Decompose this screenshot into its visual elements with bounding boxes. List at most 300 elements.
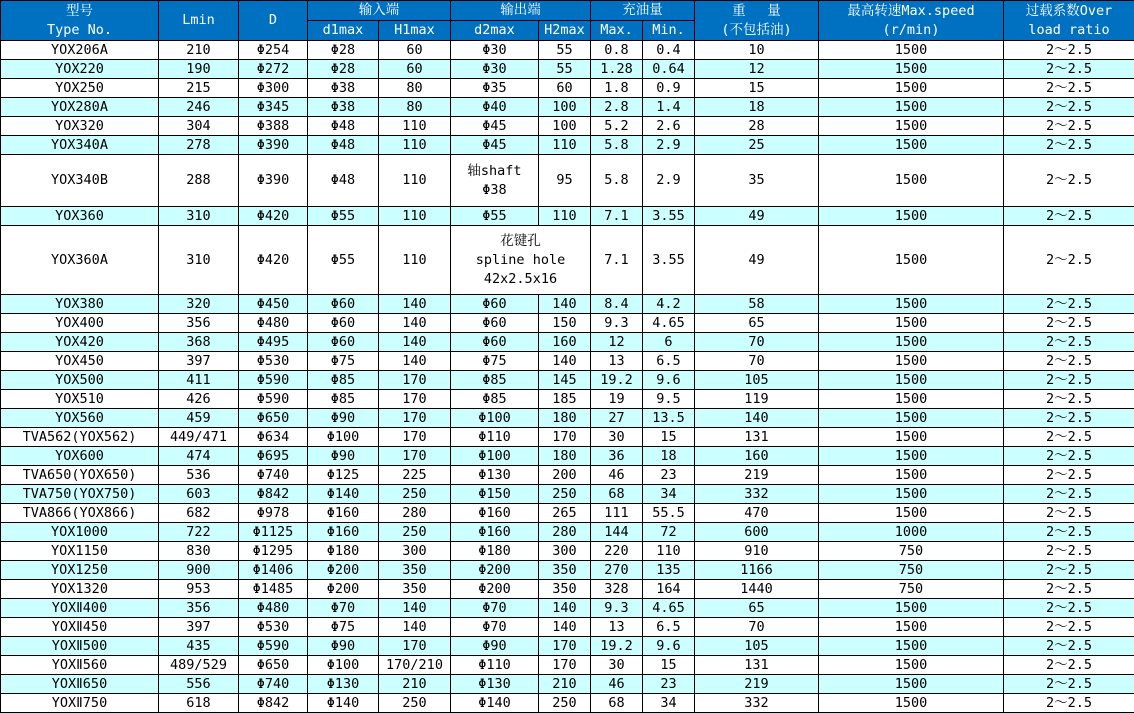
header-d2max: d2max	[451, 21, 539, 41]
lmin-cell: 215	[159, 79, 239, 98]
oil-min-cell: 72	[643, 523, 695, 542]
lmin-cell: 900	[159, 561, 239, 580]
h2max-cell: 350	[539, 561, 591, 580]
weight-cell: 1440	[695, 580, 819, 599]
model-cell: YOX1000	[1, 523, 159, 542]
h2max-cell: 140	[539, 352, 591, 371]
d2max-cell: Φ55	[451, 207, 539, 226]
weight-cell: 600	[695, 523, 819, 542]
h2max-cell: 140	[539, 618, 591, 637]
d1max-cell: Φ90	[308, 447, 379, 466]
d-cell: Φ388	[239, 117, 308, 136]
h2max-cell: 55	[539, 41, 591, 60]
speed-cell: 1500	[819, 60, 1004, 79]
d-cell: Φ695	[239, 447, 308, 466]
h2max-cell: 140	[539, 295, 591, 314]
header-h1max: H1max	[379, 21, 451, 41]
weight-cell: 140	[695, 409, 819, 428]
oil-max-cell: 30	[591, 656, 643, 675]
header-oil-max: Max.	[591, 21, 643, 41]
d2max-cell: Φ70	[451, 599, 539, 618]
h1max-cell: 110	[379, 207, 451, 226]
header-model-cn: 型号	[1, 2, 158, 21]
d2max-cell: Φ40	[451, 98, 539, 117]
table-row	[1, 390, 1134, 409]
d2max-cell: Φ60	[451, 314, 539, 333]
output-spline-line: 42x2.5x16	[451, 270, 590, 289]
d2max-cell: Φ30	[451, 41, 539, 60]
d2max-line: 轴shaft	[451, 162, 538, 181]
d2max-cell: Φ160	[451, 523, 539, 542]
speed-cell: 1500	[819, 428, 1004, 447]
table-row	[1, 599, 1134, 618]
weight-cell: 332	[695, 694, 819, 713]
header-lmin: Lmin	[159, 1, 239, 41]
d-cell: Φ420	[239, 207, 308, 226]
model-cell: TVA650(YOX650)	[1, 466, 159, 485]
speed-cell: 1500	[819, 694, 1004, 713]
model-cell: TVA866(YOX866)	[1, 504, 159, 523]
overload-cell: 2～2.5	[1004, 561, 1134, 580]
overload-cell: 2～2.5	[1004, 390, 1134, 409]
table-row	[1, 155, 1134, 207]
table-row	[1, 226, 1134, 295]
overload-cell: 2～2.5	[1004, 352, 1134, 371]
table-row	[1, 637, 1134, 656]
d2max-cell: Φ200	[451, 580, 539, 599]
header-speed-l1: 最高转速Max.speed	[819, 2, 1003, 21]
table-row	[1, 41, 1134, 60]
header-model	[1, 1, 159, 41]
d-cell: Φ272	[239, 60, 308, 79]
lmin-cell: 426	[159, 390, 239, 409]
overload-cell: 2～2.5	[1004, 314, 1134, 333]
d1max-cell: Φ200	[308, 580, 379, 599]
table-row	[1, 136, 1134, 155]
d1max-cell: Φ140	[308, 485, 379, 504]
oil-min-cell: 164	[643, 580, 695, 599]
table-row	[1, 60, 1134, 79]
d-cell: Φ842	[239, 485, 308, 504]
d-cell: Φ530	[239, 618, 308, 637]
oil-min-cell: 3.55	[643, 207, 695, 226]
h2max-cell: 95	[539, 155, 591, 207]
header-h2max: H2max	[539, 21, 591, 41]
model-cell: TVA562(YOX562)	[1, 428, 159, 447]
d1max-cell: Φ55	[308, 207, 379, 226]
speed-cell: 1500	[819, 226, 1004, 295]
output-spline-line: spline hole	[451, 251, 590, 270]
d2max-cell: Φ130	[451, 675, 539, 694]
lmin-cell: 397	[159, 618, 239, 637]
speed-cell: 1500	[819, 98, 1004, 117]
oil-max-cell: 5.8	[591, 136, 643, 155]
oil-max-cell: 0.8	[591, 41, 643, 60]
d-cell: Φ254	[239, 41, 308, 60]
d-cell: Φ1485	[239, 580, 308, 599]
speed-cell: 1500	[819, 314, 1004, 333]
h1max-cell: 250	[379, 523, 451, 542]
overload-cell: 2～2.5	[1004, 371, 1134, 390]
overload-cell: 2～2.5	[1004, 637, 1134, 656]
oil-min-cell: 9.6	[643, 637, 695, 656]
d1max-cell: Φ200	[308, 561, 379, 580]
oil-max-cell: 144	[591, 523, 643, 542]
h2max-cell: 140	[539, 599, 591, 618]
d-cell: Φ1125	[239, 523, 308, 542]
h1max-cell: 350	[379, 561, 451, 580]
speed-cell: 1500	[819, 41, 1004, 60]
overload-cell: 2～2.5	[1004, 447, 1134, 466]
model-cell: YOX280A	[1, 98, 159, 117]
weight-cell: 49	[695, 207, 819, 226]
lmin-cell: 246	[159, 98, 239, 117]
h2max-cell: 110	[539, 207, 591, 226]
d-cell: Φ420	[239, 226, 308, 295]
weight-cell: 25	[695, 136, 819, 155]
oil-max-cell: 9.3	[591, 599, 643, 618]
weight-cell: 70	[695, 333, 819, 352]
h2max-cell: 280	[539, 523, 591, 542]
oil-max-cell: 5.2	[591, 117, 643, 136]
d2max-cell: Φ130	[451, 466, 539, 485]
d2max-cell: Φ75	[451, 352, 539, 371]
h1max-cell: 140	[379, 599, 451, 618]
overload-cell: 2～2.5	[1004, 656, 1134, 675]
h1max-cell: 60	[379, 41, 451, 60]
weight-cell: 70	[695, 352, 819, 371]
d1max-cell: Φ28	[308, 60, 379, 79]
h1max-cell: 225	[379, 466, 451, 485]
d-cell: Φ590	[239, 371, 308, 390]
oil-min-cell: 0.9	[643, 79, 695, 98]
oil-max-cell: 8.4	[591, 295, 643, 314]
overload-cell: 2～2.5	[1004, 485, 1134, 504]
h1max-cell: 210	[379, 675, 451, 694]
h1max-cell: 110	[379, 117, 451, 136]
oil-max-cell: 328	[591, 580, 643, 599]
model-cell: YOX320	[1, 117, 159, 136]
model-cell: YOX360	[1, 207, 159, 226]
speed-cell: 1500	[819, 371, 1004, 390]
table-row	[1, 371, 1134, 390]
d2max-cell: Φ45	[451, 117, 539, 136]
weight-cell: 65	[695, 599, 819, 618]
table-row	[1, 352, 1134, 371]
header-speed	[819, 1, 1004, 41]
oil-min-cell: 9.6	[643, 371, 695, 390]
table-row	[1, 117, 1134, 136]
oil-max-cell: 1.28	[591, 60, 643, 79]
header-overload-l2: load ratio	[1004, 21, 1134, 40]
oil-max-cell: 9.3	[591, 314, 643, 333]
header-d: D	[239, 1, 308, 41]
lmin-cell: 310	[159, 207, 239, 226]
d2max-cell: Φ100	[451, 409, 539, 428]
model-cell: YOX360A	[1, 226, 159, 295]
table-row	[1, 295, 1134, 314]
lmin-cell: 435	[159, 637, 239, 656]
d-cell: Φ450	[239, 295, 308, 314]
d1max-cell: Φ100	[308, 656, 379, 675]
model-cell: YOXⅡ650	[1, 675, 159, 694]
d1max-cell: Φ28	[308, 41, 379, 60]
weight-cell: 910	[695, 542, 819, 561]
oil-max-cell: 13	[591, 352, 643, 371]
model-cell: YOX206A	[1, 41, 159, 60]
d1max-cell: Φ160	[308, 504, 379, 523]
overload-cell: 2～2.5	[1004, 295, 1134, 314]
lmin-cell: 556	[159, 675, 239, 694]
header-overload-l1: 过载系数Over	[1004, 2, 1134, 21]
d2max-cell: Φ200	[451, 561, 539, 580]
d1max-cell: Φ90	[308, 409, 379, 428]
oil-max-cell: 19.2	[591, 637, 643, 656]
overload-cell: 2～2.5	[1004, 523, 1134, 542]
h1max-cell: 350	[379, 580, 451, 599]
d1max-cell: Φ100	[308, 428, 379, 447]
d-cell: Φ530	[239, 352, 308, 371]
oil-min-cell: 0.64	[643, 60, 695, 79]
table-row	[1, 207, 1134, 226]
d1max-cell: Φ60	[308, 314, 379, 333]
h1max-cell: 170	[379, 637, 451, 656]
weight-cell: 28	[695, 117, 819, 136]
model-cell: YOX400	[1, 314, 159, 333]
speed-cell: 1500	[819, 79, 1004, 98]
speed-cell: 1000	[819, 523, 1004, 542]
d2max-cell: Φ180	[451, 542, 539, 561]
h1max-cell: 170	[379, 428, 451, 447]
oil-max-cell: 68	[591, 485, 643, 504]
lmin-cell: 449/471	[159, 428, 239, 447]
lmin-cell: 320	[159, 295, 239, 314]
lmin-cell: 618	[159, 694, 239, 713]
h2max-cell: 145	[539, 371, 591, 390]
lmin-cell: 603	[159, 485, 239, 504]
h1max-cell: 250	[379, 485, 451, 504]
d1max-cell: Φ70	[308, 599, 379, 618]
d1max-cell: Φ38	[308, 98, 379, 117]
h2max-cell: 170	[539, 637, 591, 656]
oil-min-cell: 6.5	[643, 618, 695, 637]
oil-min-cell: 9.5	[643, 390, 695, 409]
speed-cell: 1500	[819, 618, 1004, 637]
d1max-cell: Φ75	[308, 352, 379, 371]
weight-cell: 160	[695, 447, 819, 466]
table-row	[1, 675, 1134, 694]
overload-cell: 2～2.5	[1004, 155, 1134, 207]
d1max-cell: Φ48	[308, 117, 379, 136]
h1max-cell: 300	[379, 542, 451, 561]
lmin-cell: 288	[159, 155, 239, 207]
h2max-cell: 170	[539, 428, 591, 447]
oil-max-cell: 2.8	[591, 98, 643, 117]
d1max-cell: Φ55	[308, 226, 379, 295]
speed-cell: 1500	[819, 466, 1004, 485]
d2max-cell: Φ85	[451, 371, 539, 390]
overload-cell: 2～2.5	[1004, 675, 1134, 694]
speed-cell: 1500	[819, 155, 1004, 207]
overload-cell: 2～2.5	[1004, 599, 1134, 618]
overload-cell: 2～2.5	[1004, 207, 1134, 226]
oil-min-cell: 15	[643, 656, 695, 675]
header-speed-l2: (r/min)	[819, 21, 1003, 40]
speed-cell: 750	[819, 561, 1004, 580]
d1max-cell: Φ38	[308, 79, 379, 98]
speed-cell: 1500	[819, 675, 1004, 694]
model-cell: YOXⅡ400	[1, 599, 159, 618]
weight-cell: 15	[695, 79, 819, 98]
h1max-cell: 140	[379, 333, 451, 352]
model-cell: YOX250	[1, 79, 159, 98]
table-row	[1, 656, 1134, 675]
oil-max-cell: 12	[591, 333, 643, 352]
table-row	[1, 98, 1134, 117]
h1max-cell: 250	[379, 694, 451, 713]
weight-cell: 65	[695, 314, 819, 333]
d1max-cell: Φ48	[308, 155, 379, 207]
oil-min-cell: 2.6	[643, 117, 695, 136]
oil-min-cell: 135	[643, 561, 695, 580]
weight-cell: 219	[695, 466, 819, 485]
d2max-cell: Φ160	[451, 504, 539, 523]
header-weight	[695, 1, 819, 41]
d-cell: Φ650	[239, 409, 308, 428]
weight-cell: 58	[695, 295, 819, 314]
header-input-group: 输入端	[308, 1, 451, 21]
lmin-cell: 278	[159, 136, 239, 155]
lmin-cell: 474	[159, 447, 239, 466]
overload-cell: 2～2.5	[1004, 618, 1134, 637]
overload-cell: 2～2.5	[1004, 226, 1134, 295]
overload-cell: 2～2.5	[1004, 580, 1134, 599]
h1max-cell: 110	[379, 226, 451, 295]
d2max-cell: Φ30	[451, 60, 539, 79]
oil-max-cell: 7.1	[591, 226, 643, 295]
oil-min-cell: 23	[643, 466, 695, 485]
table-row	[1, 447, 1134, 466]
output-spline-cell	[451, 226, 591, 295]
h2max-cell: 100	[539, 117, 591, 136]
oil-max-cell: 46	[591, 466, 643, 485]
overload-cell: 2～2.5	[1004, 466, 1134, 485]
d1max-cell: Φ48	[308, 136, 379, 155]
d1max-cell: Φ60	[308, 295, 379, 314]
h2max-cell: 55	[539, 60, 591, 79]
h1max-cell: 60	[379, 60, 451, 79]
model-cell: YOX420	[1, 333, 159, 352]
d2max-cell: Φ85	[451, 390, 539, 409]
h1max-cell: 80	[379, 98, 451, 117]
model-cell: YOX380	[1, 295, 159, 314]
d-cell: Φ390	[239, 136, 308, 155]
weight-cell: 18	[695, 98, 819, 117]
oil-min-cell: 34	[643, 694, 695, 713]
h1max-cell: 80	[379, 79, 451, 98]
d-cell: Φ650	[239, 656, 308, 675]
d-cell: Φ300	[239, 79, 308, 98]
table-row	[1, 485, 1134, 504]
lmin-cell: 210	[159, 41, 239, 60]
oil-min-cell: 6	[643, 333, 695, 352]
d2max-cell: Φ45	[451, 136, 539, 155]
table-row	[1, 333, 1134, 352]
table-row	[1, 466, 1134, 485]
d2max-line: Φ38	[451, 181, 538, 200]
h2max-cell: 180	[539, 447, 591, 466]
lmin-cell: 489/529	[159, 656, 239, 675]
d-cell: Φ978	[239, 504, 308, 523]
oil-max-cell: 270	[591, 561, 643, 580]
speed-cell: 1500	[819, 352, 1004, 371]
lmin-cell: 356	[159, 599, 239, 618]
model-cell: YOXⅡ450	[1, 618, 159, 637]
d1max-cell: Φ140	[308, 694, 379, 713]
d2max-cell: Φ60	[451, 333, 539, 352]
speed-cell: 1500	[819, 136, 1004, 155]
weight-cell: 470	[695, 504, 819, 523]
overload-cell: 2～2.5	[1004, 117, 1134, 136]
h1max-cell: 110	[379, 136, 451, 155]
oil-min-cell: 55.5	[643, 504, 695, 523]
model-cell: YOX510	[1, 390, 159, 409]
overload-cell: 2～2.5	[1004, 504, 1134, 523]
d2max-cell: Φ90	[451, 637, 539, 656]
h1max-cell: 170	[379, 390, 451, 409]
model-cell: YOX340A	[1, 136, 159, 155]
d-cell: Φ495	[239, 333, 308, 352]
oil-max-cell: 5.8	[591, 155, 643, 207]
h2max-cell: 100	[539, 98, 591, 117]
h2max-cell: 160	[539, 333, 591, 352]
oil-min-cell: 3.55	[643, 226, 695, 295]
h2max-cell: 210	[539, 675, 591, 694]
header-weight-l2: (不包括油)	[695, 21, 818, 40]
oil-min-cell: 4.2	[643, 295, 695, 314]
d-cell: Φ842	[239, 694, 308, 713]
lmin-cell: 536	[159, 466, 239, 485]
oil-max-cell: 19.2	[591, 371, 643, 390]
h1max-cell: 140	[379, 618, 451, 637]
header-overload	[1004, 1, 1134, 41]
h1max-cell: 170	[379, 447, 451, 466]
speed-cell: 1500	[819, 485, 1004, 504]
table-row	[1, 409, 1134, 428]
model-cell: YOX1320	[1, 580, 159, 599]
lmin-cell: 459	[159, 409, 239, 428]
oil-max-cell: 36	[591, 447, 643, 466]
weight-cell: 70	[695, 618, 819, 637]
weight-cell: 49	[695, 226, 819, 295]
overload-cell: 2～2.5	[1004, 136, 1134, 155]
lmin-cell: 953	[159, 580, 239, 599]
d2max-cell: Φ110	[451, 656, 539, 675]
oil-max-cell: 13	[591, 618, 643, 637]
lmin-cell: 190	[159, 60, 239, 79]
oil-max-cell: 27	[591, 409, 643, 428]
lmin-cell: 310	[159, 226, 239, 295]
weight-cell: 332	[695, 485, 819, 504]
overload-cell: 2～2.5	[1004, 542, 1134, 561]
overload-cell: 2～2.5	[1004, 60, 1134, 79]
oil-max-cell: 46	[591, 675, 643, 694]
d-cell: Φ480	[239, 314, 308, 333]
d-cell: Φ590	[239, 390, 308, 409]
d2max-cell: Φ100	[451, 447, 539, 466]
table-row	[1, 314, 1134, 333]
model-cell: YOX600	[1, 447, 159, 466]
